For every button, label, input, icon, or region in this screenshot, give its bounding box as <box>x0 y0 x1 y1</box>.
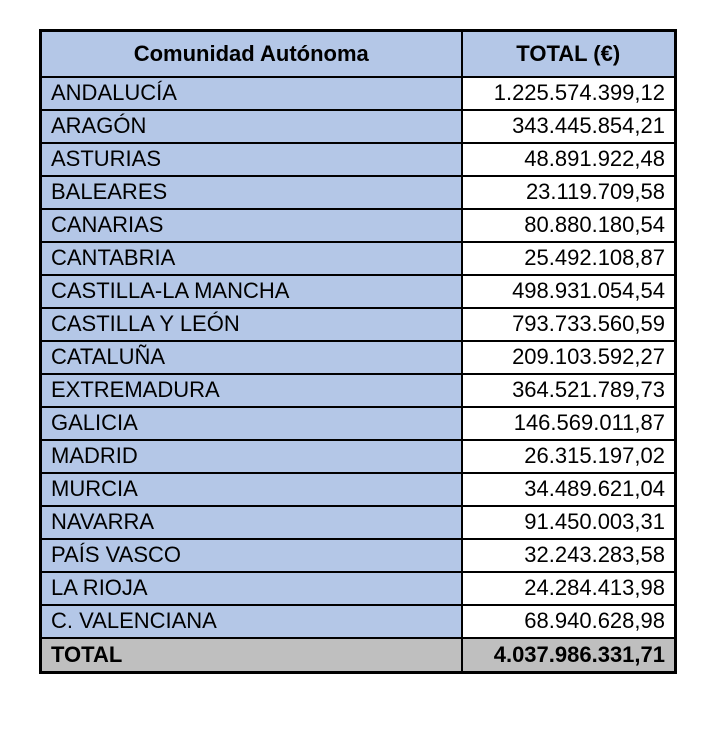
table-row <box>41 506 676 539</box>
value-cell: 209.103.592,27 <box>462 341 676 374</box>
value-cell: 80.880.180,54 <box>462 209 676 242</box>
region-cell: CASTILLA Y LEÓN <box>41 308 462 341</box>
table-row <box>41 176 676 209</box>
value-cell: 1.225.574.399,12 <box>462 77 676 110</box>
region-cell: CANTABRIA <box>41 242 462 275</box>
region-cell: C. VALENCIANA <box>41 605 462 638</box>
total-row-value: 4.037.986.331,71 <box>462 638 676 673</box>
value-cell: 364.521.789,73 <box>462 374 676 407</box>
table-row <box>41 605 676 638</box>
table-row <box>41 539 676 572</box>
column-header-total-eur: TOTAL (€) <box>462 31 676 78</box>
table-row <box>41 341 676 374</box>
region-cell: NAVARRA <box>41 506 462 539</box>
region-cell: MADRID <box>41 440 462 473</box>
region-cell: CATALUÑA <box>41 341 462 374</box>
region-cell: LA RIOJA <box>41 572 462 605</box>
value-cell: 34.489.621,04 <box>462 473 676 506</box>
region-cell: PAÍS VASCO <box>41 539 462 572</box>
value-cell: 91.450.003,31 <box>462 506 676 539</box>
region-cell: ARAGÓN <box>41 110 462 143</box>
table-row <box>41 209 676 242</box>
table-row <box>41 440 676 473</box>
table-row <box>41 110 676 143</box>
header-row <box>41 31 676 78</box>
value-cell: 343.445.854,21 <box>462 110 676 143</box>
table-row <box>41 242 676 275</box>
value-cell: 24.284.413,98 <box>462 572 676 605</box>
value-cell: 793.733.560,59 <box>462 308 676 341</box>
value-cell: 32.243.283,58 <box>462 539 676 572</box>
total-row <box>41 638 676 673</box>
regional-totals-table <box>39 29 677 674</box>
region-cell: MURCIA <box>41 473 462 506</box>
value-cell: 26.315.197,02 <box>462 440 676 473</box>
column-header-comunidad-autonoma: Comunidad Autónoma <box>41 31 462 78</box>
table-row <box>41 275 676 308</box>
value-cell: 498.931.054,54 <box>462 275 676 308</box>
value-cell: 146.569.011,87 <box>462 407 676 440</box>
table-row <box>41 77 676 110</box>
table-row <box>41 572 676 605</box>
region-cell: ASTURIAS <box>41 143 462 176</box>
region-cell: ANDALUCÍA <box>41 77 462 110</box>
region-cell: BALEARES <box>41 176 462 209</box>
table-row <box>41 374 676 407</box>
table-row <box>41 407 676 440</box>
value-cell: 25.492.108,87 <box>462 242 676 275</box>
table-row <box>41 473 676 506</box>
value-cell: 48.891.922,48 <box>462 143 676 176</box>
region-cell: CANARIAS <box>41 209 462 242</box>
region-cell: GALICIA <box>41 407 462 440</box>
region-cell: CASTILLA-LA MANCHA <box>41 275 462 308</box>
value-cell: 68.940.628,98 <box>462 605 676 638</box>
table-row <box>41 308 676 341</box>
table-body <box>41 77 676 638</box>
region-cell: EXTREMADURA <box>41 374 462 407</box>
total-row-label: TOTAL <box>41 638 462 673</box>
value-cell: 23.119.709,58 <box>462 176 676 209</box>
table-row <box>41 143 676 176</box>
